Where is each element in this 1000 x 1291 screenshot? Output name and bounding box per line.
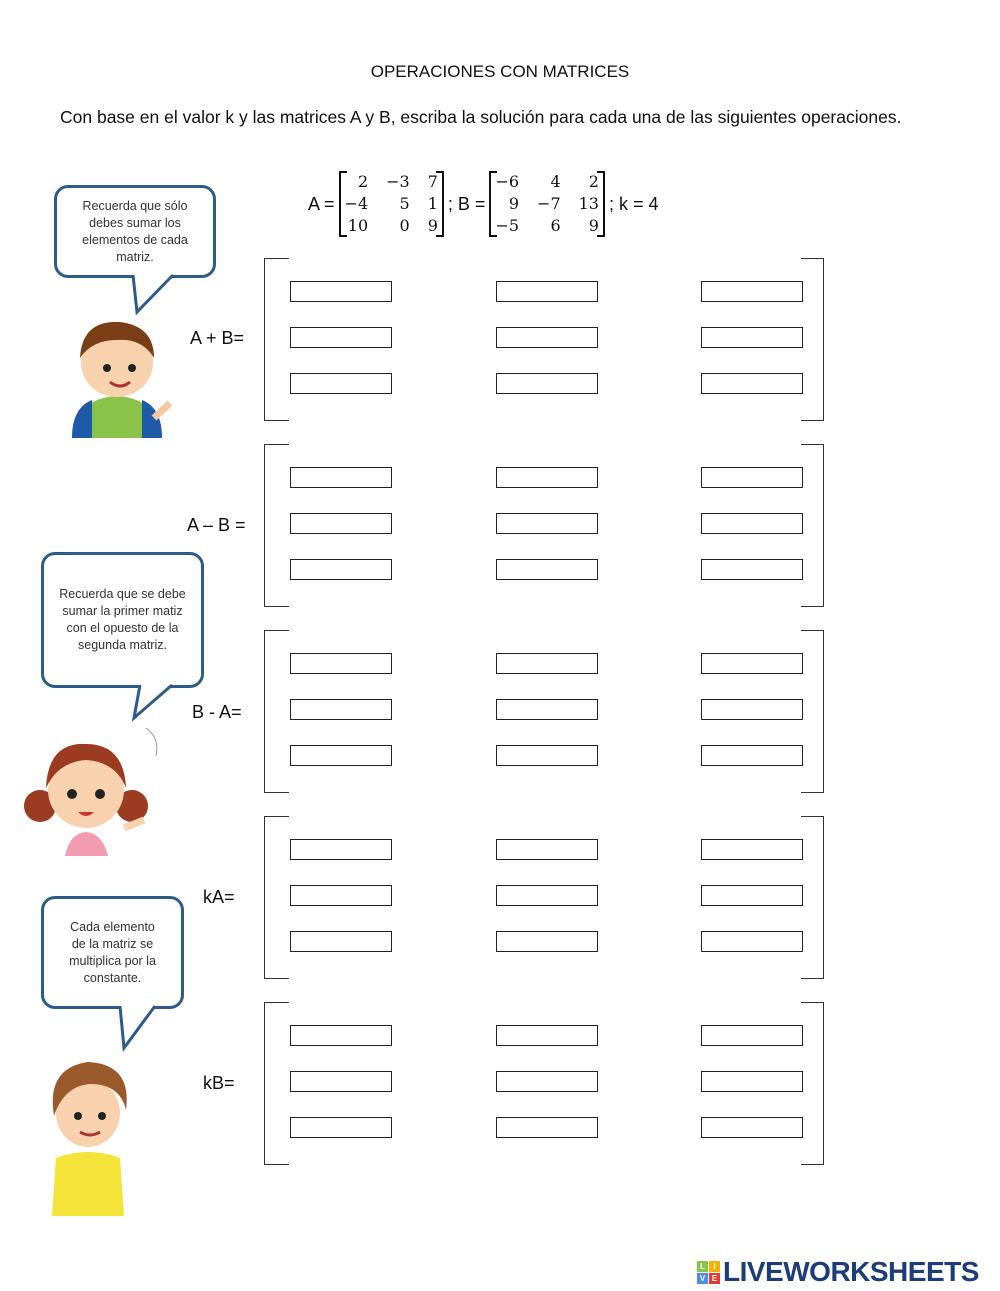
- operation-label: B - A=: [192, 702, 242, 722]
- matrix-b: [489, 171, 605, 237]
- speech-bubble-3: Cada elemento de la matriz se multiplica por la constante.: [41, 896, 184, 1009]
- bubble-tail-icon: [120, 682, 190, 724]
- right-bracket: [801, 444, 824, 607]
- matrix-b-entry: 6: [550, 216, 561, 235]
- answer-cell-r2-c3[interactable]: [701, 885, 803, 906]
- matrix-b-entry: 13: [578, 194, 599, 213]
- matrix-b-entry: −5: [495, 216, 520, 235]
- answer-cell-r2-c1[interactable]: [290, 327, 392, 348]
- answer-cell-r1-c2[interactable]: [496, 653, 598, 674]
- answer-cell-r1-c3[interactable]: [701, 653, 803, 674]
- answer-cell-r3-c1[interactable]: [290, 559, 392, 580]
- matrix-a-entry: 2: [357, 172, 369, 191]
- matrix-a-entry: 5: [399, 194, 410, 213]
- left-bracket: [264, 258, 289, 421]
- right-bracket: [801, 1002, 824, 1165]
- right-bracket: [801, 816, 824, 979]
- answer-cell-r2-c3[interactable]: [701, 699, 803, 720]
- logo-text: LIVEWORKSHEETS: [723, 1256, 979, 1287]
- matrix-b-entry: 9: [508, 194, 520, 213]
- answer-matrix: [264, 816, 824, 979]
- answer-cell-r2-c2[interactable]: [496, 1071, 598, 1092]
- logo-letter: E: [709, 1273, 720, 1284]
- answer-cell-r3-c3[interactable]: [701, 931, 803, 952]
- answer-cell-r1-c3[interactable]: [701, 467, 803, 488]
- answer-cell-r1-c1[interactable]: [290, 281, 392, 302]
- answer-cell-r3-c2[interactable]: [496, 1117, 598, 1138]
- worksheet-title: OPERACIONES CON MATRICES: [370, 62, 630, 81]
- matrix-b-entry: 2: [588, 172, 599, 191]
- matrix-a-entry: 9: [427, 216, 438, 235]
- matrix-a-label: A =: [308, 193, 335, 214]
- answer-cell-r1-c2[interactable]: [496, 281, 598, 302]
- answer-matrix: [264, 258, 824, 421]
- answer-cell-r1-c2[interactable]: [496, 1025, 598, 1046]
- matrix-b-entry: 4: [550, 172, 561, 191]
- operation-label: A – B =: [187, 515, 246, 535]
- matrix-a-entry: 0: [399, 216, 410, 235]
- answer-cell-r3-c2[interactable]: [496, 373, 598, 394]
- left-bracket: [264, 1002, 289, 1165]
- liveworksheets-logo: [697, 1256, 979, 1288]
- logo-letter: L: [697, 1261, 708, 1272]
- answer-cell-r3-c1[interactable]: [290, 373, 392, 394]
- answer-cell-r3-c1[interactable]: [290, 931, 392, 952]
- logo-mark-icon: [697, 1261, 720, 1284]
- left-bracket: [264, 630, 289, 793]
- answer-cell-r2-c1[interactable]: [290, 885, 392, 906]
- matrix-a-entry: 7: [427, 172, 438, 191]
- operation-label: kB=: [203, 1073, 235, 1093]
- matrix-a-entry: −4: [344, 194, 369, 213]
- answer-cell-r1-c3[interactable]: [701, 281, 803, 302]
- answer-matrix: [264, 1002, 824, 1165]
- answer-cell-r3-c2[interactable]: [496, 745, 598, 766]
- answer-matrix: [264, 444, 824, 607]
- matrix-a-entry: 10: [347, 216, 369, 235]
- bubble-tail-icon: [125, 272, 195, 317]
- answer-matrix: [264, 630, 824, 793]
- left-bracket: [264, 444, 289, 607]
- answer-cell-r2-c2[interactable]: [496, 513, 598, 534]
- answer-cell-r3-c3[interactable]: [701, 745, 803, 766]
- answer-cell-r2-c3[interactable]: [701, 1071, 803, 1092]
- answer-cell-r1-c1[interactable]: [290, 1025, 392, 1046]
- left-bracket: [264, 816, 289, 979]
- answer-cell-r3-c1[interactable]: [290, 745, 392, 766]
- right-bracket: [801, 630, 824, 793]
- matrix-b-label: ; B =: [447, 193, 486, 214]
- operation-label: kA=: [203, 887, 235, 907]
- answer-cell-r3-c3[interactable]: [701, 373, 803, 394]
- answer-cell-r2-c3[interactable]: [701, 327, 803, 348]
- answer-cell-r1-c2[interactable]: [496, 467, 598, 488]
- answer-cell-r1-c1[interactable]: [290, 467, 392, 488]
- answer-cell-r2-c3[interactable]: [701, 513, 803, 534]
- matrix-b-entry: −6: [495, 172, 520, 191]
- given-matrices: [308, 170, 659, 238]
- answer-cell-r2-c2[interactable]: [496, 327, 598, 348]
- bubble-tail-icon: [110, 1003, 170, 1053]
- answer-cell-r3-c3[interactable]: [701, 1117, 803, 1138]
- k-value: ; k = 4: [608, 193, 659, 214]
- speech-bubble-1: Recuerda que sólo debes sumar los elementos de cada matriz.: [54, 185, 216, 278]
- answer-cell-r3-c2[interactable]: [496, 931, 598, 952]
- answer-cell-r2-c2[interactable]: [496, 885, 598, 906]
- matrix-b-entry: −7: [537, 194, 561, 213]
- answer-cell-r1-c2[interactable]: [496, 839, 598, 860]
- boy-curly-illustration-icon: [40, 1058, 135, 1216]
- answer-cell-r1-c3[interactable]: [701, 839, 803, 860]
- operation-label: A + B=: [190, 328, 245, 348]
- speech-bubble-2: Recuerda que se debe sumar la primer matiz con el opuesto de la segunda matriz.: [41, 552, 204, 688]
- matrix-b-entry: 9: [588, 216, 599, 235]
- girl-illustration-icon: [20, 728, 160, 856]
- logo-letter: I: [709, 1261, 720, 1272]
- answer-cell-r2-c1[interactable]: [290, 699, 392, 720]
- answer-cell-r1-c3[interactable]: [701, 1025, 803, 1046]
- matrix-a-entry: −3: [386, 172, 410, 191]
- instructions: Con base en el valor k y las matrices A y B, escriba la solución para cada una de las siguientes operaciones.: [60, 107, 902, 127]
- matrix-a: [339, 171, 444, 237]
- answer-cell-r3-c1[interactable]: [290, 1117, 392, 1138]
- logo-letter: V: [697, 1273, 708, 1284]
- right-bracket: [801, 258, 824, 421]
- answer-cell-r1-c1[interactable]: [290, 653, 392, 674]
- boy-illustration-icon: [62, 318, 172, 438]
- answer-cell-r2-c1[interactable]: [290, 513, 392, 534]
- answer-cell-r2-c1[interactable]: [290, 1071, 392, 1092]
- matrix-a-entry: 1: [427, 194, 438, 213]
- answer-cell-r1-c1[interactable]: [290, 839, 392, 860]
- answer-cell-r2-c2[interactable]: [496, 699, 598, 720]
- answer-cell-r3-c2[interactable]: [496, 559, 598, 580]
- answer-cell-r3-c3[interactable]: [701, 559, 803, 580]
